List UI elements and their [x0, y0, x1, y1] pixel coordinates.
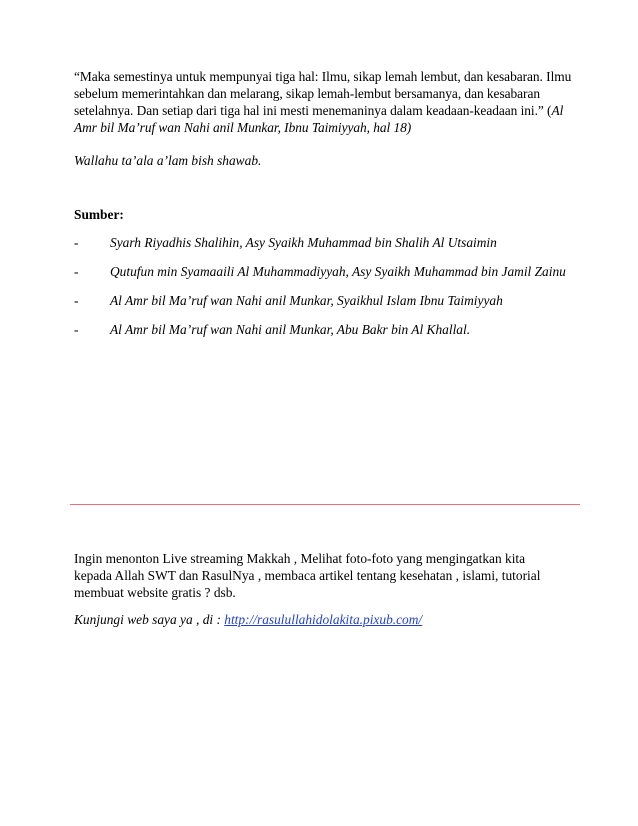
bullet-dash: -	[74, 322, 79, 337]
bullet-dash: -	[74, 235, 79, 250]
quote-text: “Maka semestinya untuk mempunyai tiga hal: Ilmu, sikap lemah lembut, dan kesabaran. Ilmu sebelum memerintahkan dan melarang, sikap lemah-lembut bersamanya, dan kesabaran setelahnya. Dan setiap dari tiga hal ini mesti menemaninya dalam keadaan-keadaan ini.” (	[74, 69, 572, 118]
horizontal-divider	[70, 504, 580, 505]
visit-line	[74, 611, 422, 628]
source-item-text: Syarh Riyadhis Shalihin, Asy Syaikh Muhammad bin Shalih Al Utsaimin	[110, 235, 497, 250]
sources-heading: Sumber:	[74, 207, 124, 222]
quote-citation: Al Amr bil Ma’ruf wan Nahi anil Munkar, Ibnu Taimiyyah, hal 18)	[74, 103, 564, 135]
promo-paragraph: Ingin menonton Live streaming Makkah , Melihat foto-foto yang mengingatkan kita kepada Allah SWT dan RasulNya , membaca artikel tentang kesehatan , islami, tutorial membuat website gratis ? dsb.	[74, 551, 541, 600]
bullet-dash: -	[74, 293, 79, 308]
quote-paragraph	[74, 68, 574, 136]
closing-line: Wallahu ta’ala a’lam bish shawab.	[74, 153, 262, 168]
source-item	[74, 292, 574, 309]
bullet-dash: -	[74, 264, 79, 279]
source-item	[74, 234, 574, 251]
source-item-text: Qutufun min Syamaaili Al Muhammadiyyah, Asy Syaikh Muhammad bin Jamil Zainu	[110, 264, 566, 279]
visit-label: Kunjungi web saya ya , di :	[74, 612, 225, 627]
source-item-text: Al Amr bil Ma’ruf wan Nahi anil Munkar, Abu Bakr bin Al Khallal.	[110, 322, 471, 337]
sources-list	[74, 234, 574, 350]
website-link[interactable]: http://rasulullahidolakita.pixub.com/	[224, 612, 423, 627]
source-item	[74, 263, 574, 280]
source-item-text: Al Amr bil Ma’ruf wan Nahi anil Munkar, Syaikhul Islam Ibnu Taimiyyah	[110, 293, 503, 308]
source-item	[74, 321, 574, 338]
